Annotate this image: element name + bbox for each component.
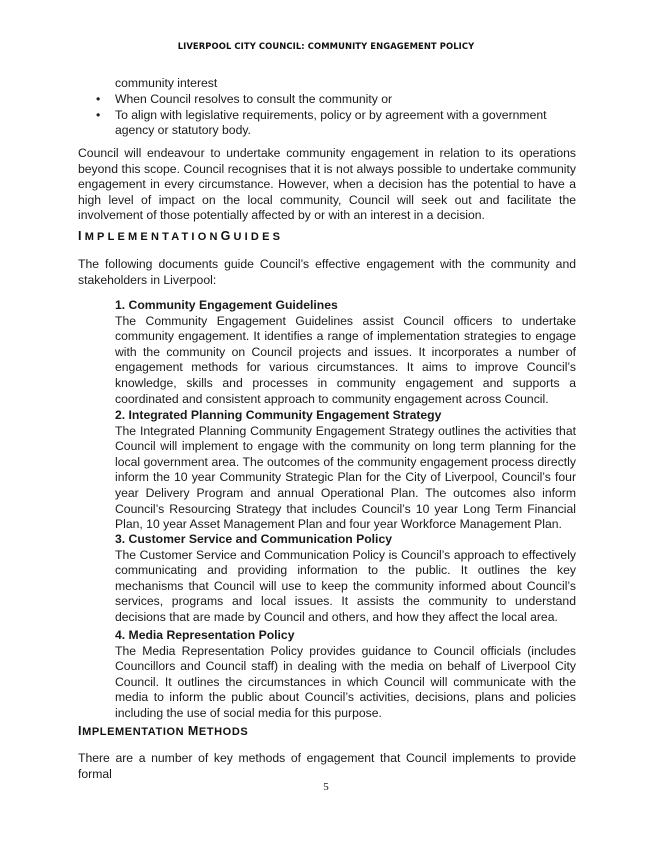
guide-title: 1. Community Engagement Guidelines: [115, 298, 338, 312]
guides-intro: The following documents guide Council’s effective engagement with the community and stakeholders in Liverpool:: [78, 257, 576, 287]
continued-text: community interest: [115, 76, 218, 90]
section-heading-implementation-guides: IMPLEMENTATIONGUIDES: [78, 229, 284, 243]
guide-item: [115, 298, 576, 407]
guide-item: [115, 532, 576, 626]
guide-title: 4. Media Representation Policy: [115, 628, 295, 642]
bullet-icon: •: [96, 107, 101, 122]
guide-text: The Media Representation Policy provides guidance to Council officials (includes Councillors and Council staff) in dealing with the media on behalf of Liverpool City Council. It outlines the circumstances in which Council will communicate with the media to inform the public about Council’s activities, decisions, plans and policies including the use of social media for this purpose.: [115, 643, 576, 720]
guide-item: [115, 408, 576, 533]
bullet-icon: •: [96, 92, 101, 106]
section-heading-implementation-methods: IMPLEMENTATION METHODS: [78, 724, 249, 738]
bullet-text: When Council resolves to consult the community or: [115, 92, 393, 106]
bullet-list: [78, 92, 576, 139]
guide-text: The Customer Service and Communication Policy is Council’s approach to effectively communicating and providing information to the public. It outlines the key mechanisms that Council will use to keep the community informed about Council’s services, programs and local issues. It assists the community to understand decisions that are made by Council and others, and how they affect the local area.: [115, 547, 576, 624]
methods-paragraph: There are a number of key methods of engagement that Council implements to provide formal: [78, 751, 576, 781]
guide-text: The Community Engagement Guidelines assist Council officers to undertake community engagement. It identifies a range of implementation strategies to engage with the community on Council projects and issues. It incorporates a number of engagement methods for various circumstances. It aims to improve Council’s knowledge, skills and processes in community engagement and supports a coordinated and consistent approach to community engagement across Council.: [115, 313, 576, 406]
page-number: 5: [323, 781, 329, 793]
guide-text: The Integrated Planning Community Engagement Strategy outlines the activities that Council will implement to engage with the community on long term planning for the local government area. The outcomes of the community engagement process directly inform the 10 year Community Strategic Plan for the City of Liverpool, Council’s four year Delivery Program and annual Operational Plan. The outcomes also inform Council’s Resourcing Strategy that includes Council’s 10 year Long Term Financial Plan, 10 year Asset Management Plan and four year Workforce Management Plan.: [115, 423, 576, 532]
scope-paragraph: Council will endeavour to undertake community engagement in relation to its operations beyond this scope. Council recognises that it is not always possible to undertake community engagement in every circumstance. However, when a decision has the potential to have a high level of impact on the local community, Council will seek out and facilitate the involvement of those potentially affected by or with an interest in a decision.: [78, 146, 576, 223]
guide-item: [115, 628, 576, 722]
running-header: LIVERPOOL CITY COUNCIL: COMMUNITY ENGAGEMENT POLICY: [177, 41, 475, 51]
bullet-text: To align with legislative requirements, policy or by agreement with a government agency or statutory body.: [115, 107, 547, 138]
guide-title: 2. Integrated Planning Community Engagement Strategy: [115, 408, 442, 422]
guide-title: 3. Customer Service and Communication Policy: [115, 532, 393, 546]
list-item: [78, 92, 576, 108]
list-item: [78, 108, 576, 139]
